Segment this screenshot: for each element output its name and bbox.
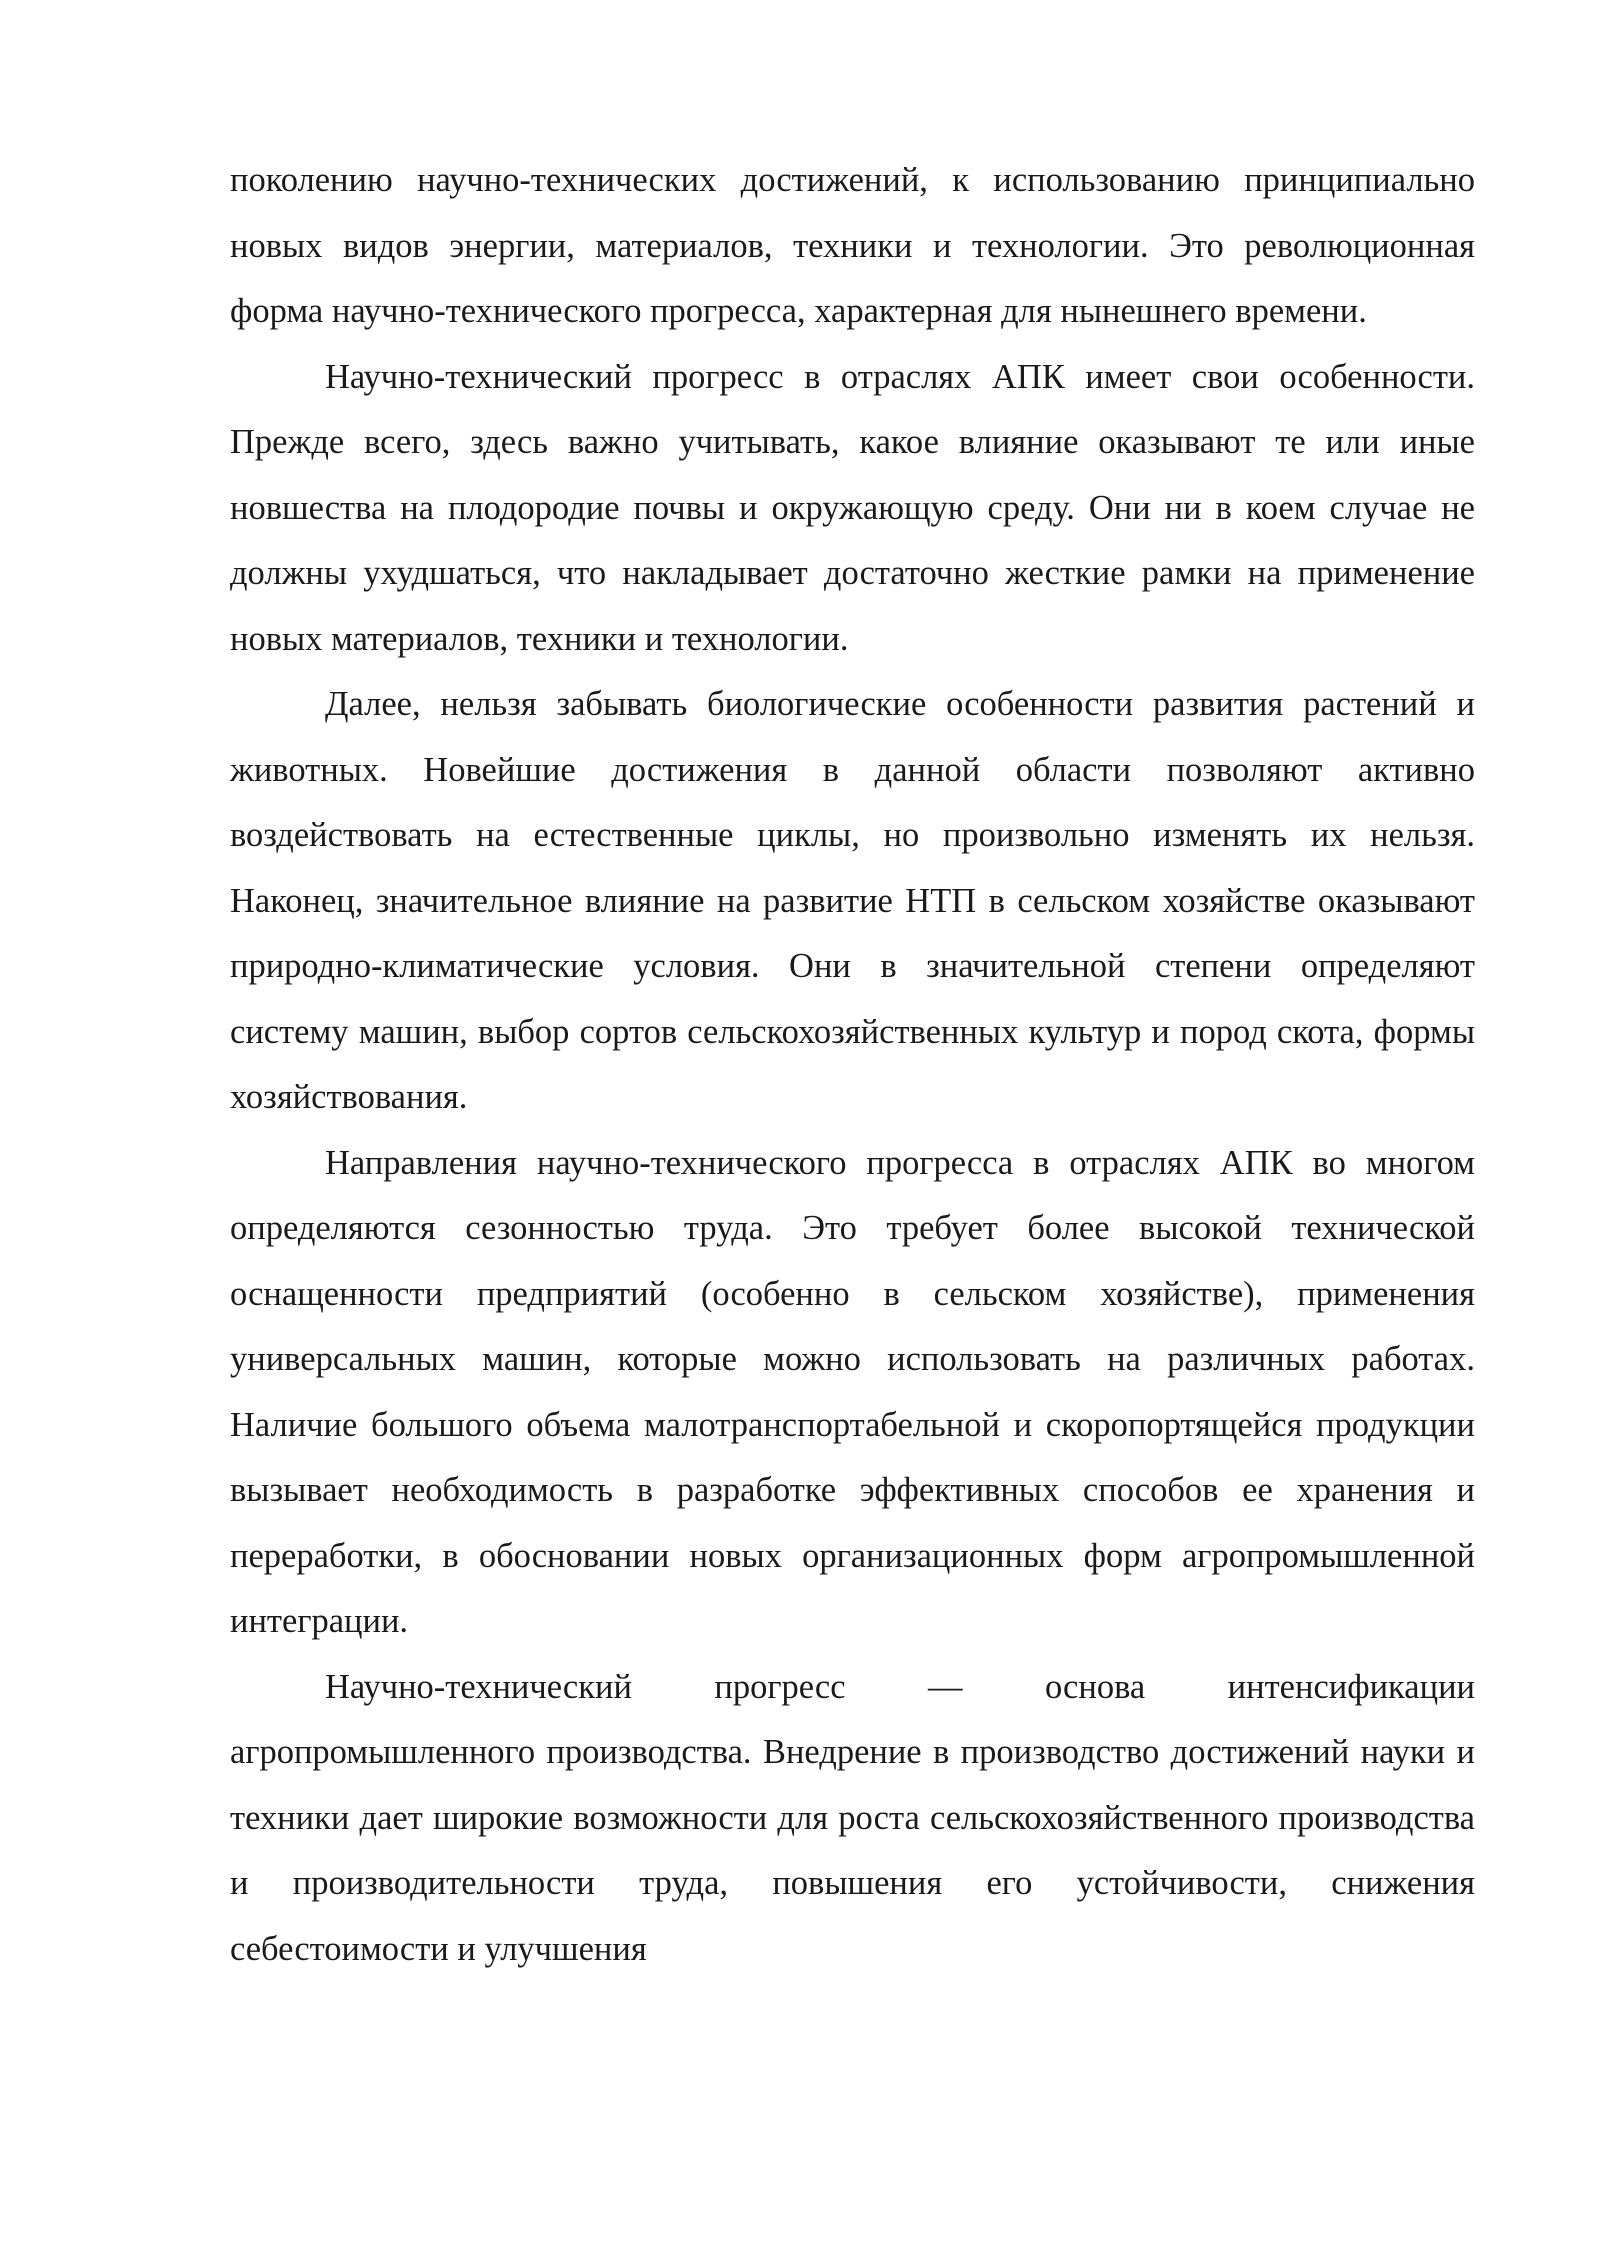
- document-body: [230, 148, 1475, 1982]
- paragraph-intensification: Научно-технический прогресс — основа интенсификации агропромышленного производства. Внедрение в производство достижений науки и техники дает широкие возможности для роста сельскохозяйственного производства и производительности труда, повышения его устойчивости, снижения себестоимости и улучшения: [230, 1667, 1475, 1968]
- paragraph-continuation: поколению научно-технических достижений, к использованию принципиально новых видов энергии, материалов, техники и технологии. Это революционная форма научно-технического прогресса, характерная для нынешнего времени.: [230, 161, 1475, 330]
- paragraph-ntp-features: Научно-технический прогресс в отраслях АПК имеет свои особенности. Прежде всего, здесь важно учитывать, какое влияние оказывают те или иные новшества на плодородие почвы и окружающую среду. Они ни в коем случае не должны ухудшаться, что накладывает достаточно жесткие рамки на применение новых материалов, техники и технологии.: [230, 357, 1475, 658]
- paragraph-seasonality: Направления научно-технического прогресса в отраслях АПК во многом определяются сезонностью труда. Это требует более высокой технической оснащенности предприятий (особенно в сельском хозяйстве), применения универсальных машин, которые можно использовать на различных работах. Наличие большого объема малотранспортабельной и скоропортящейся продукции вызывает необходимость в разработке эффективных способов ее хранения и переработки, в обосновании новых организационных форм агропромышленной интеграции.: [230, 1143, 1475, 1640]
- paragraph-biological-features: Далее, нельзя забывать биологические особенности развития растений и животных. Новейшие достижения в данной области позволяют активно воздействовать на естественные циклы, но произвольно изменять их нельзя. Наконец, значительное влияние на развитие НТП в сельском хозяйстве оказывают природно-климатические условия. Они в значительной степени определяют систему машин, выбор сортов сельскохозяйственных культур и пород скота, формы хозяйствования.: [230, 685, 1475, 1116]
